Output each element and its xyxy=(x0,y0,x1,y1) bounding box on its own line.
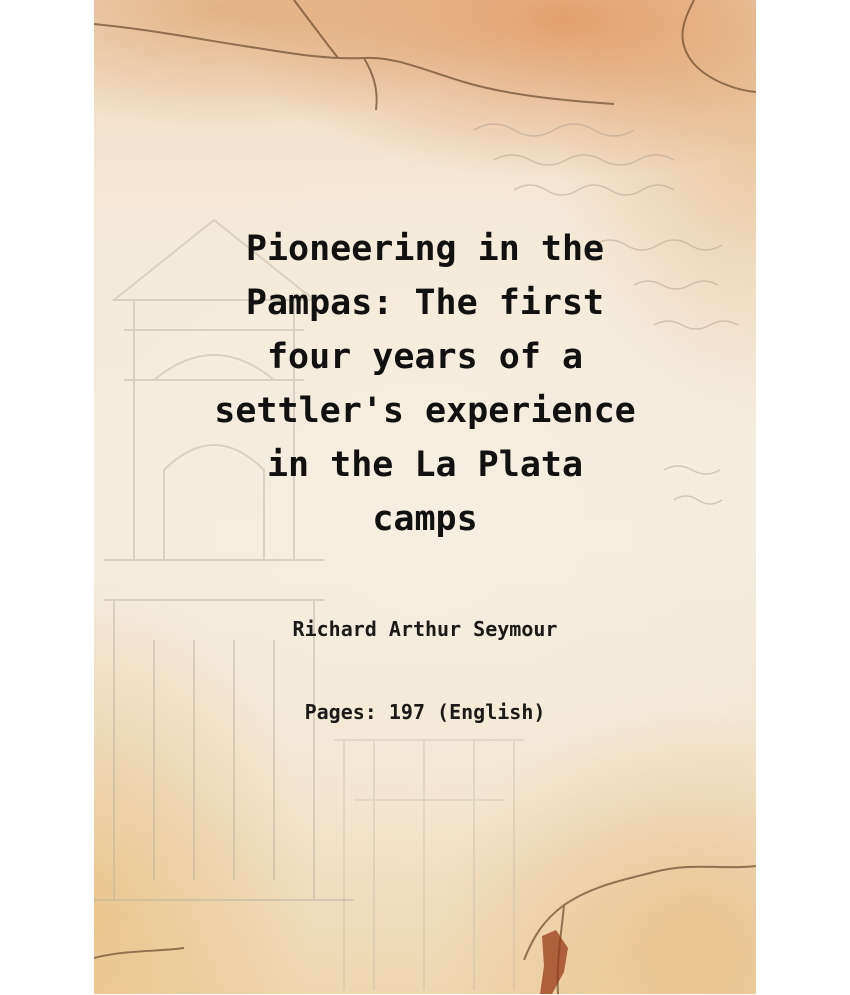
tower-illustration xyxy=(334,740,524,990)
crack-stain xyxy=(540,930,568,994)
book-title: Pioneering in the Pampas: The first four years of a settler's experience in the La Plata camps xyxy=(214,229,636,539)
book-author: Richard Arthur Seymour xyxy=(292,617,558,641)
book-cover xyxy=(94,0,756,994)
book-page-count: Pages: 197 (English) xyxy=(304,700,546,724)
